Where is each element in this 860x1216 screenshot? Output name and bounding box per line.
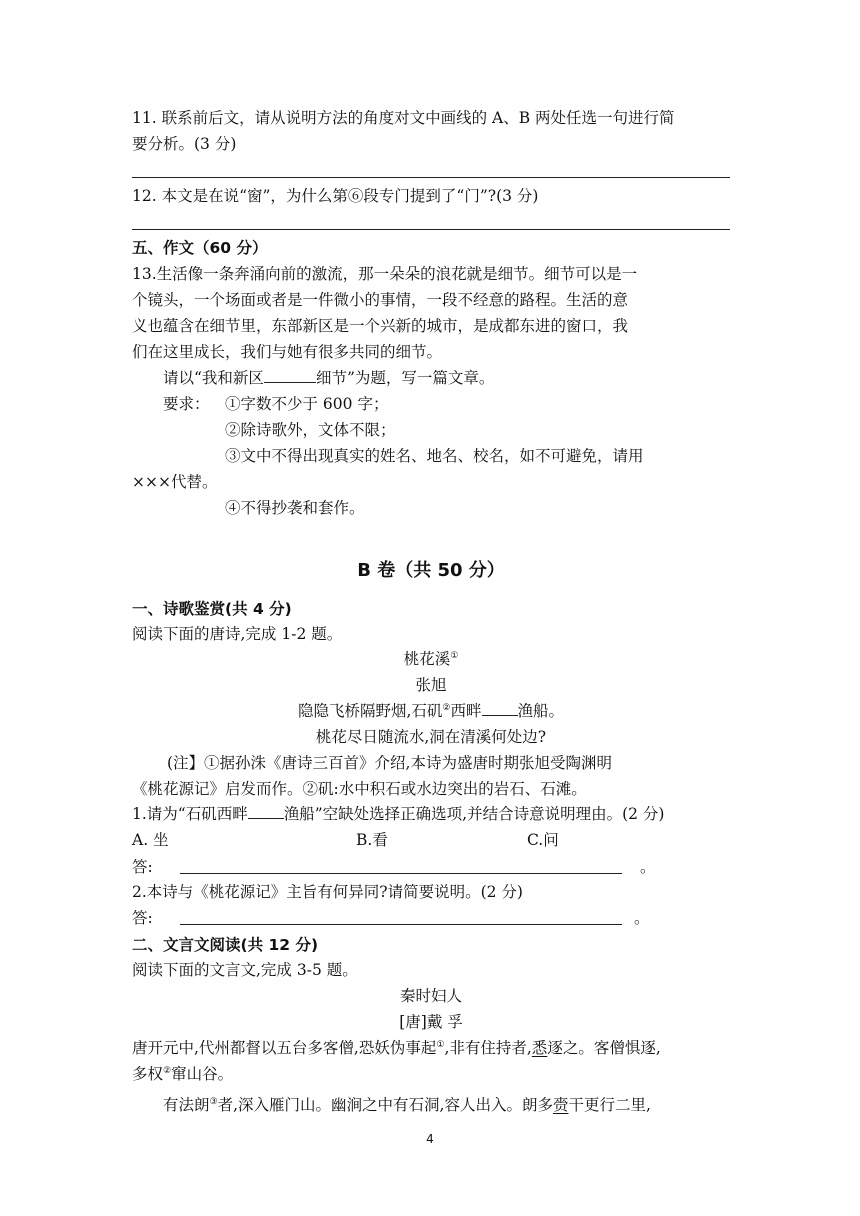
poem-line-2: 桃花尽日随流水,洞在清溪何处边? bbox=[315, 728, 547, 746]
poem-title-text: 桃花溪 bbox=[403, 650, 451, 668]
classical-para-line2 bbox=[132, 1063, 233, 1085]
footnote-marker: ① bbox=[450, 650, 459, 661]
q1-part-b: 渔船”空缺处选择正确选项,并结合诗意说明理由。(2 分) bbox=[283, 805, 665, 823]
poem-author: 张旭 bbox=[415, 676, 447, 694]
classical-title: 秦时妇人 bbox=[399, 987, 462, 1005]
underlined-word: 赍 bbox=[552, 1096, 569, 1114]
q11-line1: 11. 联系前后文，请从说明方法的角度对文中画线的 A、B 两处任选一句进行简 bbox=[132, 109, 675, 127]
poem-note-line1: (注】①据孙洙《唐诗三百首》介绍,本诗为盛唐时期张旭受陶渊明 bbox=[167, 754, 612, 772]
composition-prompt-line2: 个镜头，一个场面或者是一件微小的事情，一段不经意的路程。生活的意 bbox=[132, 291, 629, 309]
answer-label-1: 答: bbox=[132, 858, 153, 876]
requirement-4: ④不得抄袭和套作。 bbox=[225, 499, 365, 517]
poem-line-1 bbox=[132, 700, 730, 722]
title-suffix: 细节”为题，写一篇文章。 bbox=[315, 369, 495, 387]
q1-part-a: 1.请为“石矶西畔 bbox=[132, 805, 248, 823]
q1-blank bbox=[248, 804, 284, 819]
footnote-marker: ② bbox=[163, 1065, 172, 1076]
poem-line-1-part-b: 西畔 bbox=[450, 702, 482, 720]
poetry-intro: 阅读下面的唐诗,完成 1-2 题。 bbox=[132, 625, 343, 643]
option-a: A. 坐 bbox=[132, 831, 169, 849]
text-span: 有法朗 bbox=[163, 1096, 210, 1114]
footnote-marker: ① bbox=[436, 1039, 445, 1050]
composition-prompt-line3: 义也蕴含在细节里，东部新区是一个兴新的城市，是成都东进的窗口，我 bbox=[132, 317, 629, 335]
composition-prompt-line1: 13.生活像一条奔涌向前的激流，那一朵朵的浪花就是细节。细节可以是一 bbox=[132, 265, 638, 283]
answer-end-1: 。 bbox=[640, 858, 656, 876]
poem-line-1-part-a: 隐隐飞桥隔野烟,石矶 bbox=[297, 702, 443, 720]
requirement-3b: ×××代替。 bbox=[132, 473, 218, 491]
text-span: 逐之。客僧惧逐, bbox=[547, 1039, 661, 1057]
option-b: B.看 bbox=[356, 831, 388, 849]
underlined-word: 悉 bbox=[531, 1039, 548, 1057]
section-heading-composition: 五、作文（60 分） bbox=[132, 239, 268, 257]
answer-blank-2 bbox=[180, 924, 622, 925]
answer-line bbox=[132, 177, 730, 178]
footnote-marker: ③ bbox=[209, 1096, 218, 1107]
page-number: 4 bbox=[426, 1132, 434, 1146]
classical-intro: 阅读下面的文言文,完成 3-5 题。 bbox=[132, 961, 358, 979]
poetry-question-1 bbox=[132, 803, 664, 825]
section-heading-poetry: 一、诗歌鉴赏(共 4 分) bbox=[132, 600, 292, 618]
poem-note-line2: 《桃花源记》启发而作。②矶:水中积石或水边突出的岩石、石滩。 bbox=[132, 780, 587, 798]
text-span: 窜山谷。 bbox=[171, 1065, 234, 1083]
answer-label-2: 答: bbox=[132, 909, 153, 927]
text-span: 唐开元中,代州都督以五台多客僧,恐妖伪事起 bbox=[132, 1039, 437, 1057]
q11-line2: 要分析。(3 分) bbox=[132, 135, 237, 153]
title-prefix: 请以“我和新区 bbox=[163, 369, 264, 387]
answer-blank-1 bbox=[180, 873, 622, 874]
composition-prompt-line4: 们在这里成长，我们与她有很多共同的细节。 bbox=[132, 343, 443, 361]
requirement-label: 要求： bbox=[163, 395, 210, 413]
poem-line-1-part-c: 渔船。 bbox=[517, 702, 565, 720]
text-span: 干更行二里, bbox=[568, 1096, 651, 1114]
text-span: 者,深入雁门山。幽涧之中有石洞,容人出入。朗多 bbox=[217, 1096, 553, 1114]
poem-blank bbox=[482, 701, 518, 716]
composition-title-instruction bbox=[163, 367, 494, 389]
footnote-marker: ② bbox=[442, 702, 451, 713]
volume-b-title: B 卷（共 50 分） bbox=[357, 560, 505, 581]
poetry-question-2: 2.本诗与《桃花源记》主旨有何异同?请简要说明。(2 分) bbox=[132, 883, 523, 901]
requirement-3a: ③文中不得出现真实的姓名、地名、校名，如不可避免，请用 bbox=[225, 447, 644, 465]
answer-line bbox=[132, 229, 730, 230]
section-heading-classical: 二、文言文阅读(共 12 分) bbox=[132, 936, 319, 954]
classical-author: [唐]戴 孚 bbox=[399, 1013, 463, 1031]
option-c: C.问 bbox=[527, 831, 559, 849]
text-span: 多权 bbox=[132, 1065, 164, 1083]
classical-para-line1 bbox=[132, 1037, 661, 1059]
q12-text: 12. 本文是在说“窗”，为什么第⑥段专门提到了“门”?(3 分) bbox=[132, 187, 539, 205]
title-blank bbox=[264, 368, 316, 383]
text-span: ,非有住持者, bbox=[444, 1039, 532, 1057]
requirement-1: ①字数不少于 600 字； bbox=[225, 395, 389, 413]
requirement-2: ②除诗歌外，文体不限； bbox=[225, 421, 396, 439]
answer-end-2: 。 bbox=[634, 909, 650, 927]
poem-title bbox=[132, 648, 730, 670]
classical-para-line3 bbox=[163, 1094, 651, 1116]
